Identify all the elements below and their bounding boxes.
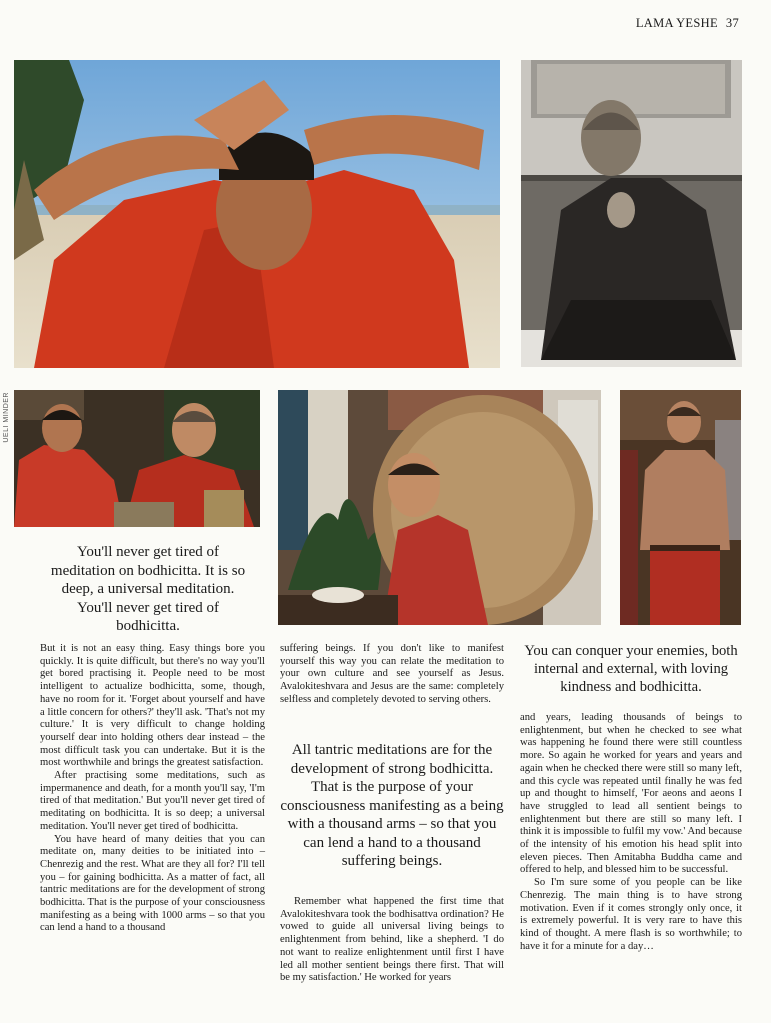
photo-two-monks	[14, 390, 260, 527]
photo-lama-wicker-chair	[278, 390, 601, 625]
paragraph: and years, leading thousands of beings to enlightenment, but when he checked to see what was happening he found there were still countless more. So again he worked for years and years and again when he checked there were still so many left, and this cycle was repeated until finally he was fed up and thought to himself, 'For aeons and aeons I have struggled to lead all sentient beings to enlightenment but there are still so many left. I think it is impossible to fulfil my vow.' And because of the intensity of his emotion his head split into eleven pieces. Then Amitabha Buddha came and offered to help, and blessed him to be successful.	[520, 712, 742, 876]
running-header	[636, 16, 739, 31]
paragraph: You have heard of many deities that you can meditate on, many deities to be initiated into – Chenrezig and the rest. What are they all for? I'll tell you – for gaining bodhicitta. As a matter of fact, all tantric meditations are for the development of strong bodhicitta. That is the purpose of your consciousness manifesting as a being with 1000 arms – so that you can lend a hand to a thousand	[40, 833, 265, 934]
pull-quote-1	[48, 543, 248, 636]
photo-lama-standing	[620, 390, 741, 625]
photo-lama-smiling-robes	[521, 60, 742, 367]
pull-quote-text: All tantric meditations are for the development of strong bodhicitta. That is the purpose of your consciousness manifesting as a being with a thousand arms – so that you can lend a hand to a thousand suffering beings.	[280, 742, 504, 869]
paragraph: suffering beings. If you don't like to manifest yourself this way you can relate the meditation to your own culture and see yourself as Jesus. Avalokiteshvara and Jesus are the same: completely selfless and completely devoted to serving others.	[280, 643, 504, 705]
paragraph: After practising some meditations, such as impermanence and death, for a month you'll say, 'I'm tired of that meditation.' But you'll never get tired of meditating on bodhicitta. It is so deep; a universal meditation. You'll never get tired of bodhicitta.	[40, 770, 265, 832]
paragraph: Remember what happened the first time that Avalokiteshvara took the bodhisattva ordination? He vowed to guide all universal living beings to enlightenment from behind, like a shepherd. 'I do not want to realize enlightenment until first I have led all mother sentient beings there first. That will be my satisfaction.' He worked for years	[280, 896, 504, 984]
photo-credit: UELI MINDER	[3, 392, 10, 443]
text-column-2	[280, 643, 504, 707]
page-number: 37	[725, 16, 739, 30]
pull-quote-text: You can conquer your enemies, both internal and external, with loving kindness and bodhicitta.	[524, 643, 738, 695]
running-title: LAMA YESHE	[635, 16, 718, 30]
text-column-1	[40, 643, 265, 935]
paragraph: But it is not an easy thing. Easy things bore you quickly. It is quite difficult, but there's no way you'll get bored practising it. People need to be most intelligent to actualize bodhicitta, some, though, have no room for it. 'Forget about yourself and have a little concern for others?' they'll ask. 'That's not my culture.' It is very difficult to change holding yourself dear into holding others dear instead – the most difficult task you can undertake. But it is the most worthwhile and brings the greatest satisfaction.	[40, 643, 265, 769]
pull-quote-text: You'll never get tired of meditation on bodhicitta. It is so deep, a universal meditation. You'll never get tired of bodhicitta.	[50, 544, 246, 634]
text-column-3	[520, 712, 742, 953]
photo-lama-beach	[14, 60, 500, 368]
text-column-2-continued	[280, 896, 504, 985]
pull-quote-3	[520, 642, 742, 696]
paragraph: So I'm sure some of you people can be like Chenrezig. The main thing is to have strong motivation. Even if it comes strongly only once, it is extremely powerful. It is very rare to have this kind of thought. A mere flash is so worthwhile; to have it for a minute for a day…	[520, 877, 742, 952]
pull-quote-2	[280, 741, 504, 871]
